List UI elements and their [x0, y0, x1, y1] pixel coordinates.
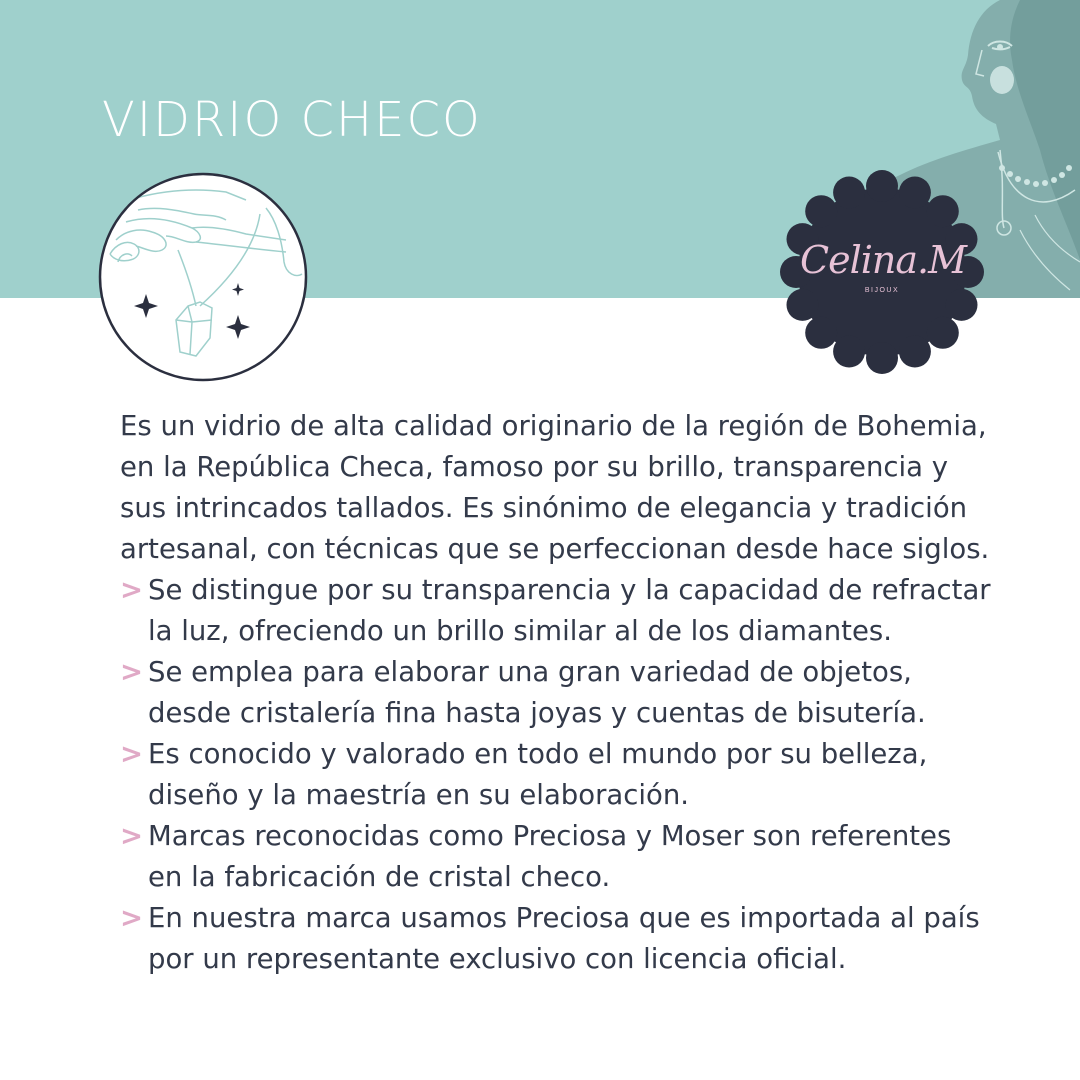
chevron-right-icon: > — [120, 902, 144, 934]
bullet-list — [120, 570, 1040, 980]
intro-line: sus intrincados tallados. Es sinónimo de elegancia y tradición — [120, 492, 968, 524]
bullet-text: la luz, ofreciendo un brillo similar al de los diamantes. — [148, 615, 892, 647]
list-item — [120, 816, 1040, 898]
list-item — [120, 734, 1040, 816]
bullet-text: En nuestra marca usamos Preciosa que es importada al país — [148, 902, 980, 934]
chevron-right-icon: > — [120, 820, 144, 852]
bullet-text: Se distingue por su transparencia y la capacidad de refractar — [148, 574, 991, 606]
chevron-right-icon: > — [120, 738, 144, 770]
intro-line: en la República Checa, famoso por su brillo, transparencia y — [120, 451, 948, 483]
bullet-text: diseño y la maestría en su elaboración. — [148, 779, 689, 811]
bullet-text: por un representante exclusivo con licencia oficial. — [148, 943, 847, 975]
page-title: VIDRIO CHECO — [102, 92, 482, 148]
chevron-right-icon: > — [120, 574, 144, 606]
hand-crystal-pendant-icon — [96, 170, 310, 384]
brand-name: Celina.M — [800, 238, 966, 282]
description-section — [120, 406, 1040, 980]
list-item — [120, 570, 1040, 652]
list-item — [120, 652, 1040, 734]
brand-subtitle: BIJOUX — [864, 287, 900, 294]
bullet-text: en la fabricación de cristal checo. — [148, 861, 611, 893]
intro-line: artesanal, con técnicas que se perfeccionan desde hace siglos. — [120, 533, 990, 565]
bullet-text: Se emplea para elaborar una gran variedad de objetos, — [148, 656, 912, 688]
intro-line: Es un vidrio de alta calidad originario de la región de Bohemia, — [120, 410, 987, 442]
list-item — [120, 898, 1040, 980]
intro-paragraph — [120, 406, 1040, 570]
chevron-right-icon: > — [120, 656, 144, 688]
bullet-text: desde cristalería fina hasta joyas y cuentas de bisutería. — [148, 697, 926, 729]
bullet-text: Marcas reconocidas como Preciosa y Moser son referentes — [148, 820, 952, 852]
bullet-text: Es conocido y valorado en todo el mundo por su belleza, — [148, 738, 928, 770]
